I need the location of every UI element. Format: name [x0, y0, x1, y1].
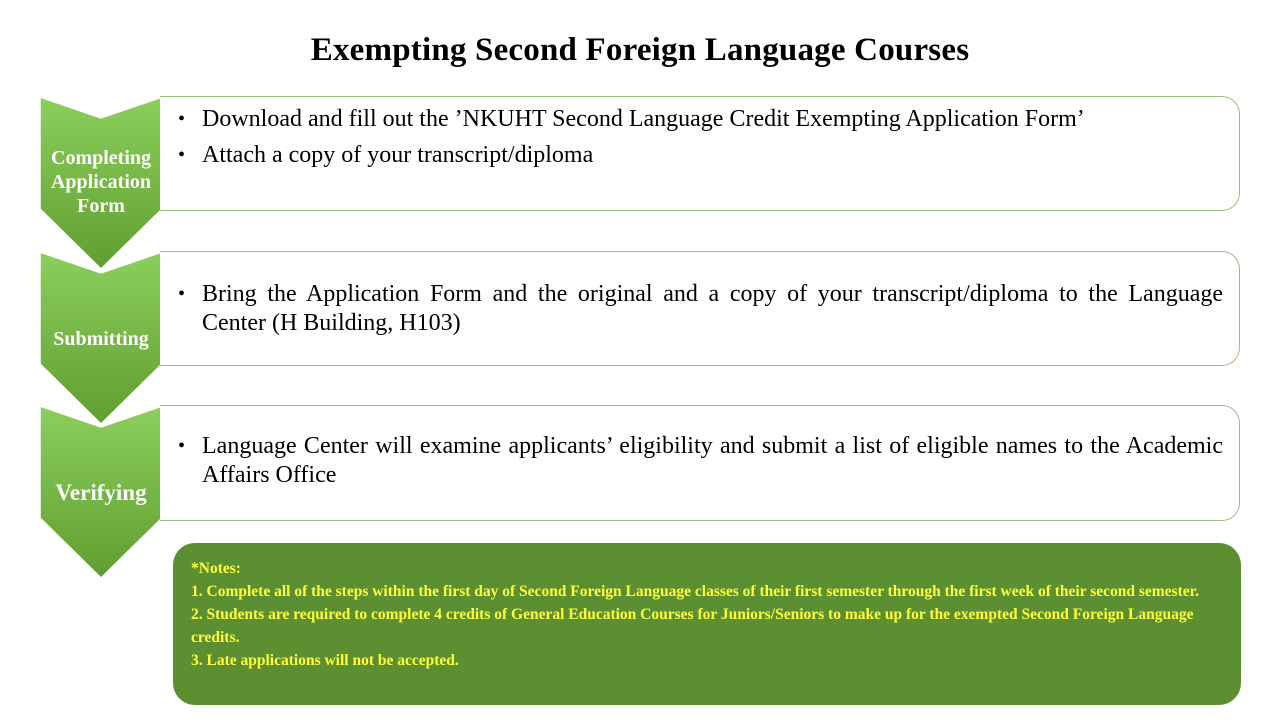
step-box-submitting — [160, 251, 1240, 366]
step-chevron-submitting — [39, 251, 163, 426]
page-title: Exempting Second Foreign Language Courses — [310, 32, 970, 68]
step-bullet: • Language Center will examine applicants’ eligibility and submit a list of eligible names to the Academic Affairs Office — [176, 432, 1223, 490]
notes-heading: *Notes: — [191, 560, 241, 577]
step-chevron-verifying — [39, 405, 163, 580]
step-chevron-completing-application-form — [39, 96, 163, 271]
step-bullet: • Attach a copy of your transcript/diploma — [176, 141, 1223, 170]
step-bullet: • Download and fill out the ’NKUHT Second Language Credit Exempting Application Form’ — [176, 105, 1223, 134]
notes-item: 1. Complete all of the steps within the first day of Second Foreign Language classes of their first semester through the first week of their second semester. — [191, 583, 1199, 600]
notes-item: 3. Late applications will not be accepted. — [191, 652, 459, 669]
step-label: Verifying — [55, 480, 147, 505]
step-label: Completing Application Form — [50, 147, 152, 217]
step-box-verifying — [160, 405, 1240, 521]
notes-box — [173, 543, 1241, 705]
notes-item: 2. Students are required to complete 4 credits of General Education Courses for Juniors/Seniors to make up for the exempted Second Foreign Language credits. — [191, 606, 1194, 646]
step-bullet: • Bring the Application Form and the original and a copy of your transcript/diploma to the Language Center (H Building, H103) — [176, 280, 1223, 338]
step-box-completing-application-form — [160, 96, 1240, 211]
step-label: Submitting — [53, 328, 149, 350]
